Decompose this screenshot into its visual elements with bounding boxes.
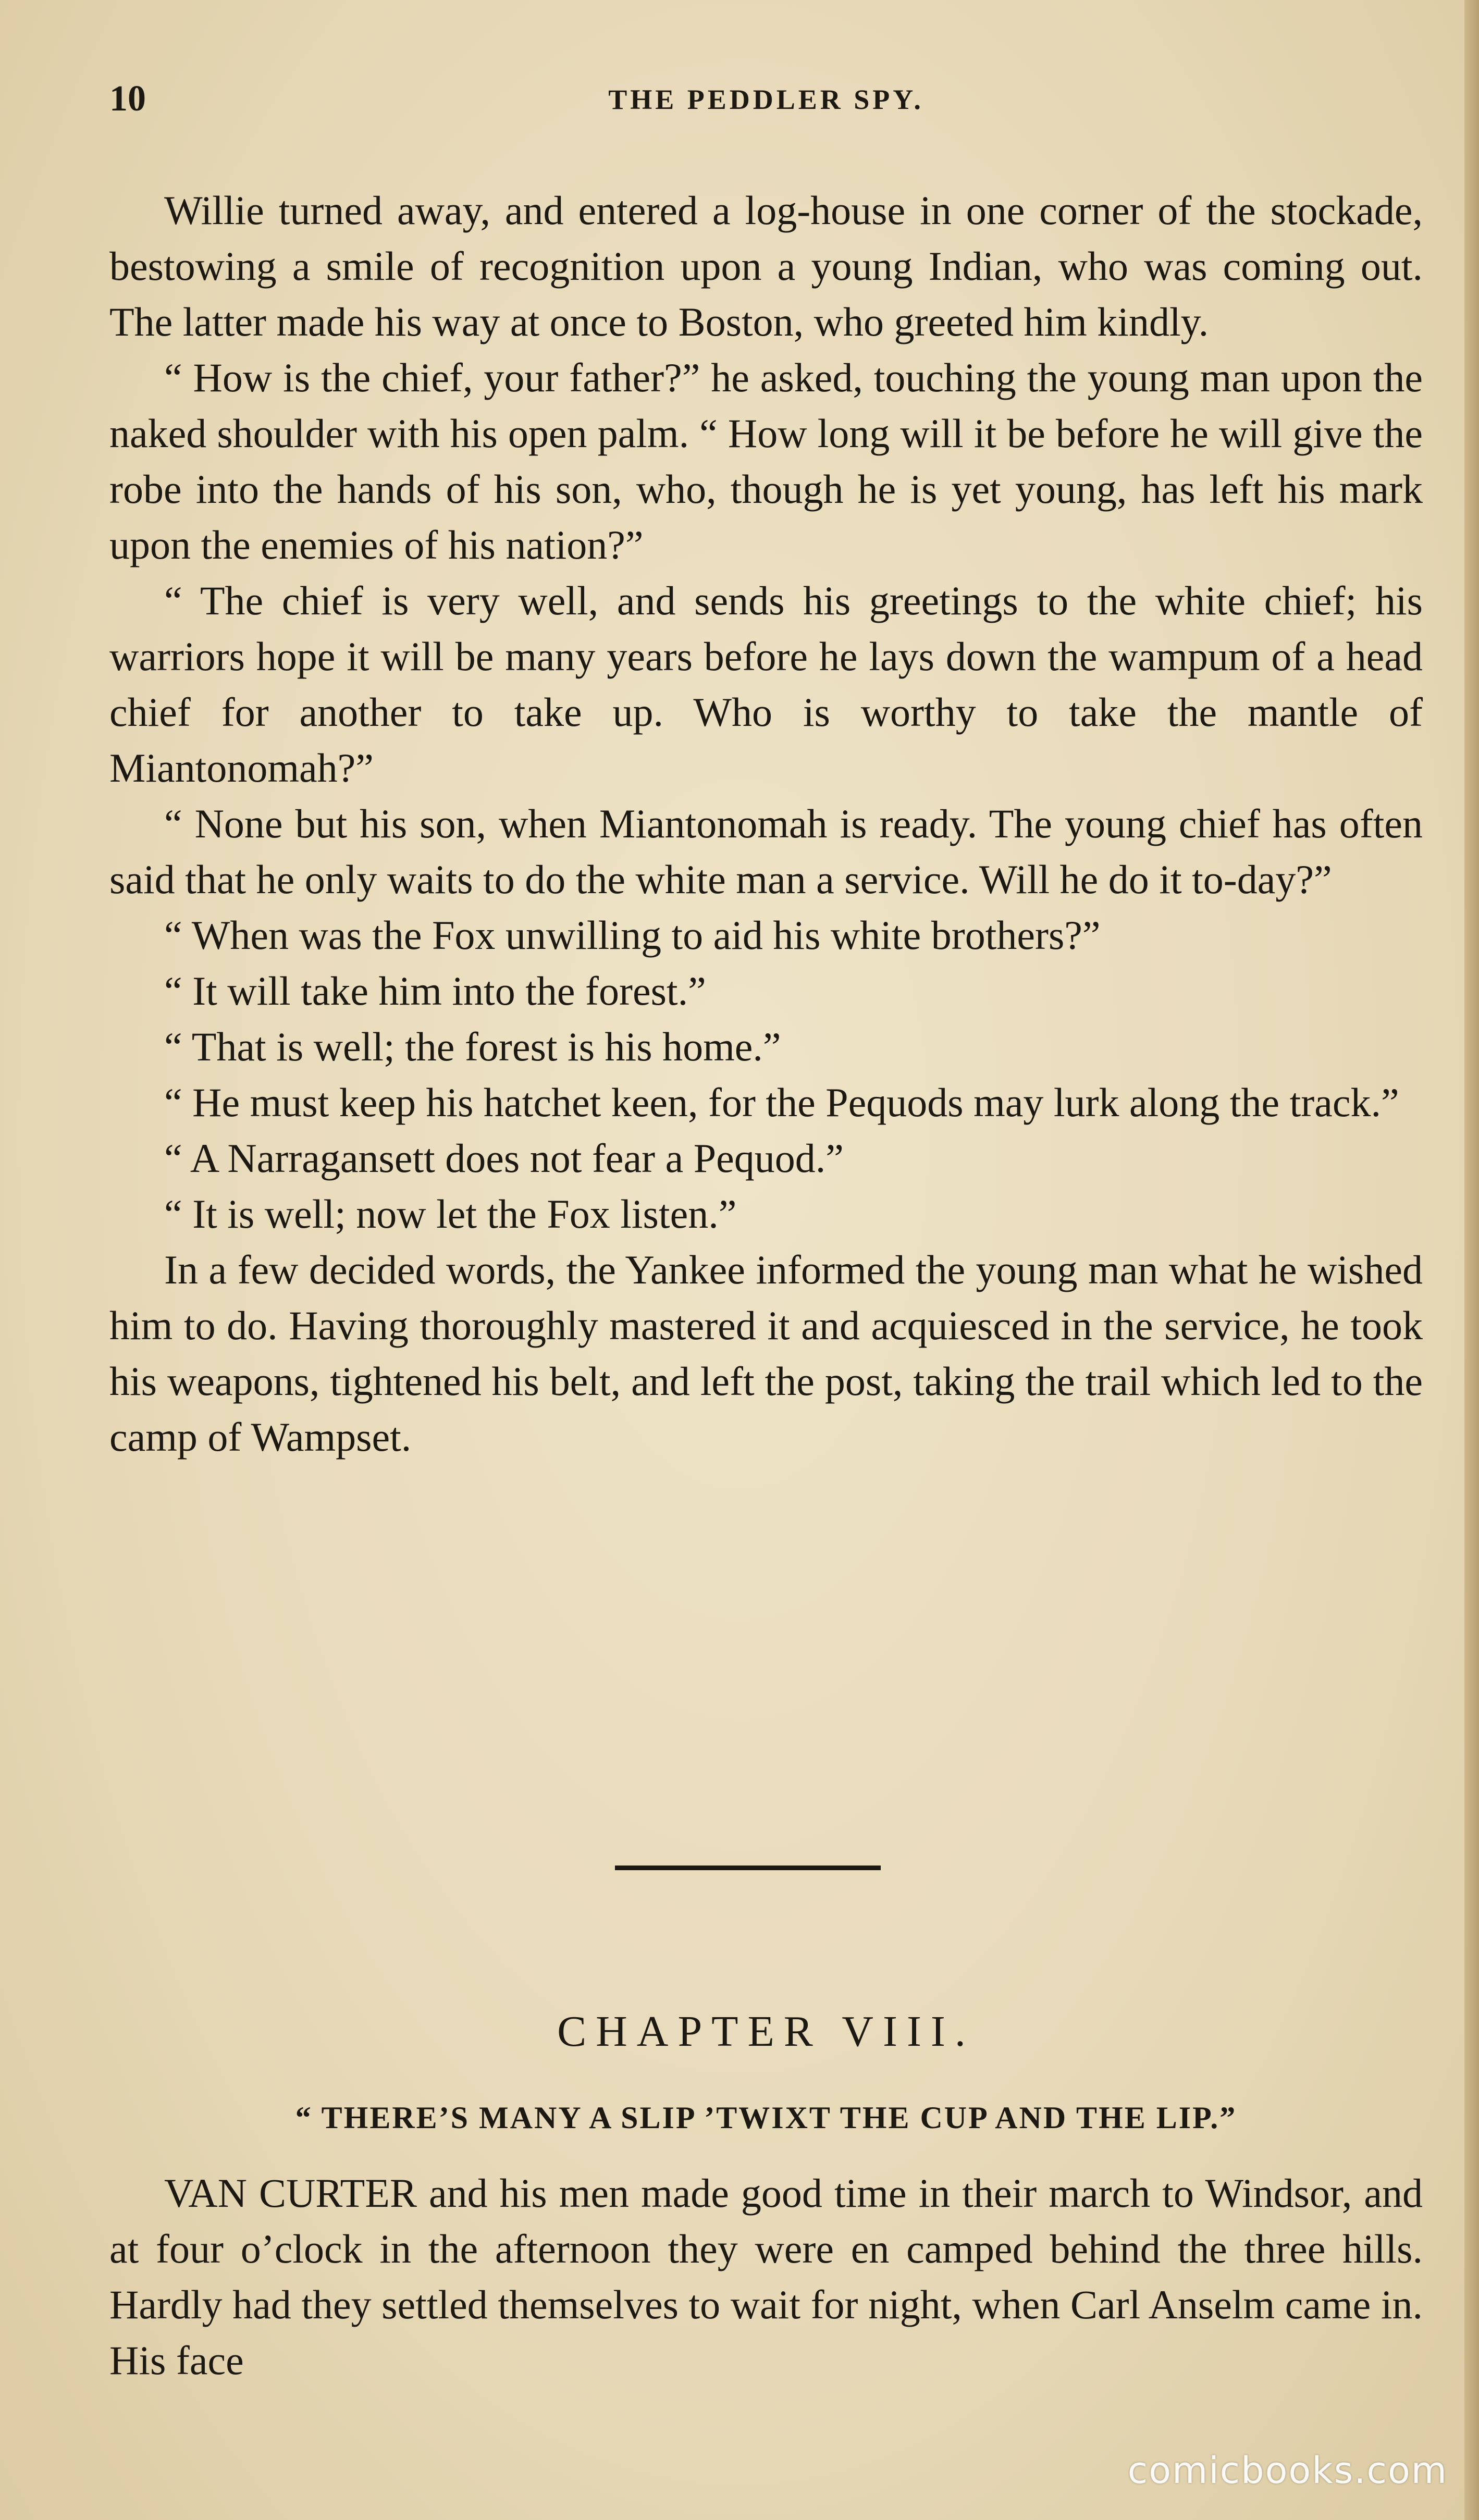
chapter-subtitle: “ THERE’S MANY A SLIP ’TWIXT THE CUP AND THE LIP.”	[295, 2101, 1237, 2135]
paragraph: “ That is well; the forest is his home.”	[164, 1024, 781, 1069]
watermark: comicbooks.com	[1127, 2449, 1448, 2492]
running-head	[109, 78, 1423, 125]
section-divider	[615, 1866, 881, 1870]
paragraph: VAN CURTER and his men made good time in their march to Windsor, and at four o’clock in the afternoon they were en camped behind the three hills. Hardly had they settled themselves to wait for night, when Carl Anselm came in. His face	[109, 2170, 1423, 2383]
paragraph: In a few decided words, the Yankee informed the young man what he wished him to do. Having thoroughly mastered it and acquiesced in the service, he took his weapons, tightened his belt, and left the post, taking the trail which led to the camp of Wampset.	[109, 1247, 1423, 1460]
page-edge	[1464, 0, 1479, 2520]
paragraph: “ It is well; now let the Fox listen.”	[164, 1191, 737, 1237]
paragraph: “ None but his son, when Miantonomah is ready. The young chief has often said that he only waits to do the white man a service. Will he do it to-day?”	[109, 801, 1423, 902]
paragraph: Willie turned away, and entered a log-house in one corner of the stockade, bestowing a smile of recognition upon a young Indian, who was coming out. The latter made his way at once to Boston, who greeted him kindly.	[109, 188, 1423, 344]
chapter-title: CHAPTER VIII.	[557, 2007, 975, 2056]
paragraph: “ A Narragansett does not fear a Pequod.”	[164, 1135, 844, 1181]
paragraph: “ The chief is very well, and sends his greetings to the white chief; his warriors hope it will be many years before he lays down the wampum of a head chief for another to take up. Who is worthy to take the mantle of Miantonomah?”	[109, 578, 1423, 790]
chapter-body-text	[109, 2165, 1423, 2388]
body-text	[109, 182, 1423, 1465]
page-number: 10	[109, 79, 146, 119]
paragraph: “ He must keep his hatchet keen, for the Pequods may lurk along the track.”	[164, 1080, 1399, 1125]
paragraph: “ How is the chief, your father?” he asked, touching the young man upon the naked shoulder with his open palm. “ How long will it be before he will give the robe into the hands of his son, who, though he is yet young, has left his mark upon the enemies of his nation?”	[109, 355, 1423, 567]
paragraph: “ When was the Fox unwilling to aid his white brothers?”	[164, 912, 1101, 958]
paragraph: “ It will take him into the forest.”	[164, 968, 706, 1014]
book-title: THE PEDDLER SPY.	[608, 84, 924, 115]
